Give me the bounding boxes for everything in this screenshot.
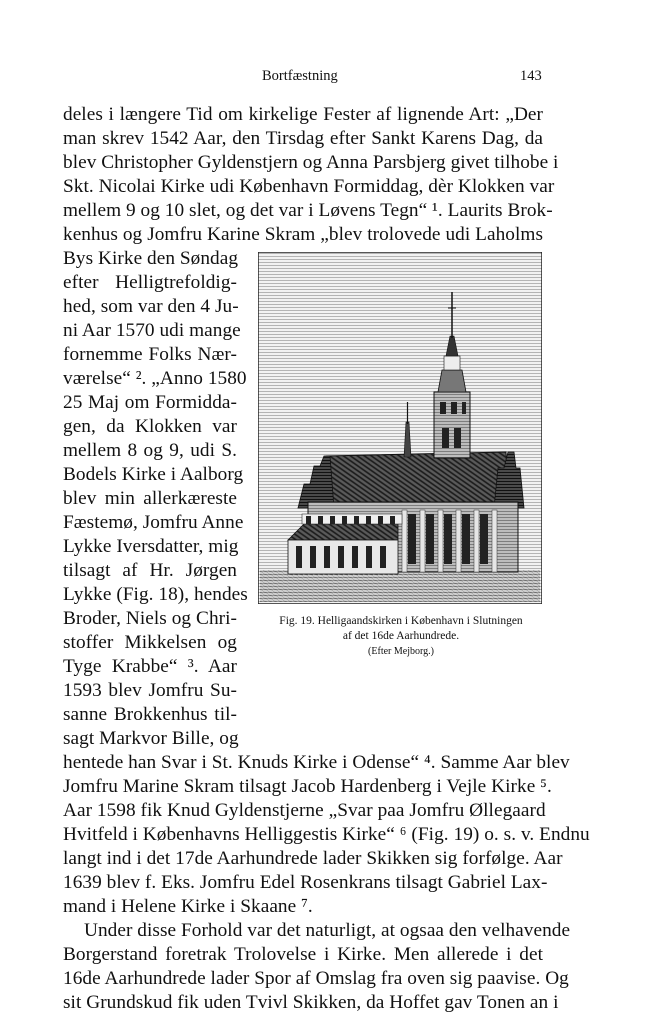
text-line: 1639 blev f. Eks. Jomfru Edel Rosenkrans tilsagt Gabriel Lax- (63, 872, 548, 893)
church-engraving-figure (258, 252, 542, 604)
text-line: mellem 8 og 9, udi S. (63, 440, 237, 461)
text-line: stoffer Mikkelsen og (63, 632, 237, 653)
text-line: Tyge Krabbe“ ³. Aar (63, 656, 237, 677)
text-line: hentede han Svar i St. Knuds Kirke i Odense“ ⁴. Samme Aar blev (63, 752, 570, 773)
figure-caption (256, 614, 546, 659)
text-line: sagt Markvor Bille, og (63, 728, 239, 749)
text-line: Skt. Nicolai Kirke udi København Formiddag, dèr Klokken var (63, 176, 555, 197)
running-header (0, 68, 672, 88)
text-line: 1593 blev Jomfru Su- (63, 680, 237, 701)
text-line: sanne Brokkenhus til- (63, 704, 237, 725)
text-line: Lykke (Fig. 18), hendes (63, 584, 248, 605)
page-number: 143 (520, 68, 542, 84)
text-line: man skrev 1542 Aar, den Tirsdag efter Sankt Karens Dag, da (63, 128, 543, 149)
caption-credit: (Efter Mejborg.) (368, 646, 434, 657)
text-line: fornemme Folks Nær- (63, 344, 237, 365)
text-line: Bys Kirke den Søndag (63, 248, 239, 269)
text-line: efter Helligtrefoldig- (63, 272, 237, 293)
text-line: 25 Maj om Formidda- (63, 392, 237, 413)
text-line: Hvitfeld i Københavns Helliggestis Kirke“ ⁶ (Fig. 19) o. s. v. Endnu (63, 824, 590, 845)
text-line: værelse“ ². „Anno 1580 (63, 368, 247, 389)
text-line: Jomfru Marine Skram tilsagt Jacob Hardenberg i Vejle Kirke ⁵. (63, 776, 552, 797)
text-line: Broder, Niels og Chri- (63, 608, 237, 629)
text-line: Borgerstand foretrak Trolovelse i Kirke. Men allerede i det (63, 944, 543, 965)
text-line: sit Grundskud fik uden Tvivl Skikken, da Hoffet gav Tonen an i (63, 992, 559, 1013)
text-line: hed, som var den 4 Ju- (63, 296, 239, 317)
text-line: 16de Aarhundrede lader Spor af Omslag fra oven sig paavise. Og (63, 968, 569, 989)
text-line: mellem 9 og 10 slet, og det var i Løvens Tegn“ ¹. Laurits Brok- (63, 200, 553, 221)
text-line: kenhus og Jomfru Karine Skram „blev trolovede udi Laholms (63, 224, 543, 245)
caption-line: af det 16de Aarhundrede. (342, 630, 460, 642)
text-line: Bodels Kirke i Aalborg (63, 464, 244, 485)
text-line: ni Aar 1570 udi mange (63, 320, 241, 341)
text-line: blev min allerkæreste (63, 488, 237, 509)
text-line: Aar 1598 fik Knud Gyldenstjerne „Svar paa Jomfru Øllegaard (63, 800, 546, 821)
text-line: deles i længere Tid om kirkelige Fester af lignende Art: „Der (63, 104, 543, 125)
text-line: tilsagt af Hr. Jørgen (63, 560, 237, 581)
caption-line: Fig. 19. Helligaandskirken i København i Slutningen (279, 615, 523, 627)
text-line: langt ind i det 17de Aarhundrede lader Skikken sig forfølge. Aar (63, 848, 563, 869)
text-line: Lykke Iversdatter, mig (63, 536, 239, 557)
text-line: Under disse Forhold var det naturligt, at ogsaa den velhavende (84, 920, 571, 941)
text-line: Fæstemø, Jomfru Anne (63, 512, 244, 533)
running-title: Bortfæstning (262, 68, 338, 84)
text-line: mand i Helene Kirke i Skaane ⁷. (63, 896, 313, 917)
text-line: gen, da Klokken var (63, 416, 237, 437)
text-line: blev Christopher Gyldenstjern og Anna Parsbjerg givet tilhobe i (63, 152, 559, 173)
church-engraving (258, 252, 542, 604)
